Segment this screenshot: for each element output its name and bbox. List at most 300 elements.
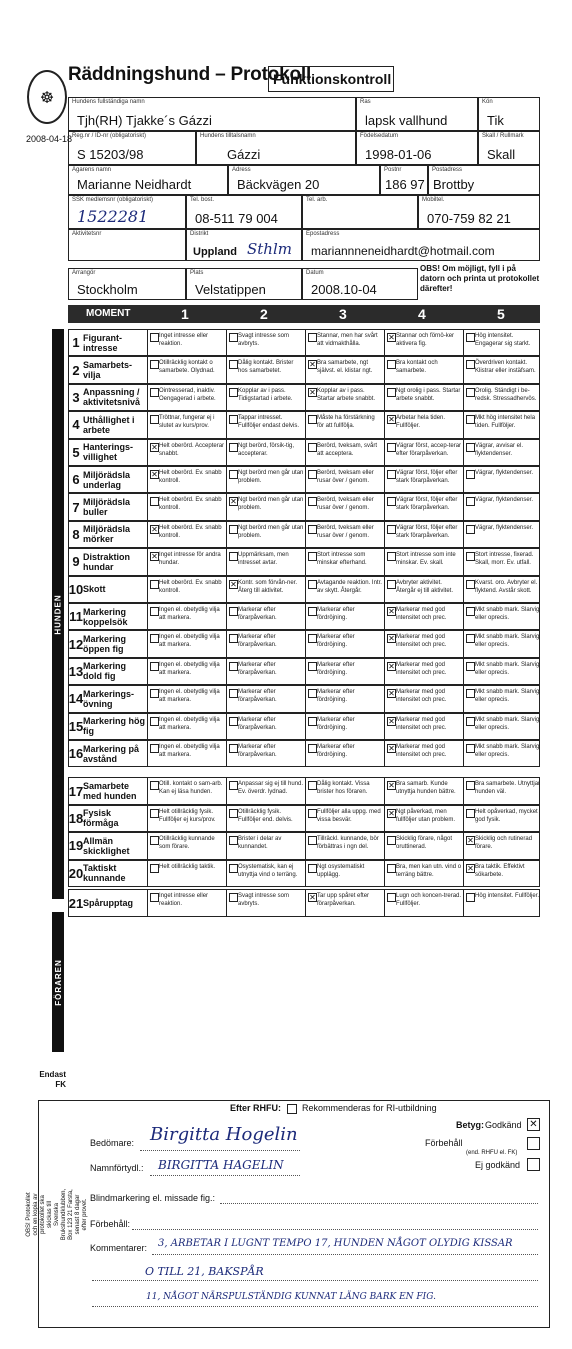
option-text: Uppmärksam, men intresset avtar. — [238, 552, 289, 567]
option-text: Markerar efter förarpåverkan. — [238, 607, 277, 621]
field-value: 186 97 — [385, 177, 425, 192]
option-text: Anpassar sig ej till hund. Ev. överdr. lydnad. — [238, 781, 304, 796]
option-text: Berörd, tveksam eller rusar över / genom. — [317, 524, 374, 539]
option-checkbox[interactable] — [308, 580, 317, 589]
option-checkbox[interactable] — [150, 634, 159, 643]
moment-option — [305, 714, 384, 739]
option-checkbox[interactable] — [229, 744, 238, 753]
option-checkbox[interactable] — [150, 580, 159, 589]
bedomare-line — [140, 1150, 300, 1151]
option-checkbox[interactable] — [229, 360, 238, 369]
option-text: Ngt berörd, försik-tig, accepterar. — [238, 442, 295, 457]
option-text: Ingen el. obetydlig vilja att markera. — [159, 689, 220, 704]
option-checkbox[interactable] — [466, 388, 475, 397]
option-checkbox[interactable] — [466, 552, 475, 561]
option-checkbox[interactable]: ✕ — [388, 634, 395, 644]
option-checkbox[interactable] — [229, 552, 238, 561]
moment-number: 14 — [68, 691, 84, 707]
option-checkbox[interactable] — [150, 717, 159, 726]
moment-option — [463, 714, 542, 739]
option-checkbox[interactable] — [466, 689, 475, 698]
option-checkbox[interactable] — [308, 836, 317, 845]
option-text: Kontr. som förvån-ner. Återg till aktivitet. — [238, 579, 298, 594]
option-checkbox[interactable]: ✕ — [151, 442, 158, 452]
field-label: Plats — [190, 270, 204, 276]
moment-option — [305, 494, 384, 519]
moment-option — [305, 385, 384, 410]
moment-option — [305, 890, 384, 916]
moment-option — [226, 440, 305, 465]
option-checkbox[interactable]: ✕ — [388, 716, 395, 726]
option-checkbox[interactable] — [466, 525, 475, 534]
option-checkbox[interactable] — [150, 689, 159, 698]
option-text: Bra samarbete. Utnyttjar hunden väl. — [475, 781, 541, 796]
handwritten-district: Sthlm — [247, 240, 292, 258]
option-checkbox[interactable] — [308, 443, 317, 452]
club-seal-icon: ☸ — [27, 70, 67, 124]
moment-row — [68, 384, 540, 411]
moment-name: Markering hög fig — [83, 716, 146, 737]
option-text: Vägrar först, accep-terar efter förarpåverkan. — [396, 442, 462, 457]
field-label: SSK medlemsnr (obligatoriskt) — [72, 197, 154, 203]
option-checkbox[interactable] — [387, 470, 396, 479]
field-value: Uppland — [193, 246, 237, 258]
option-text: Mkt snabb mark. Slarvig eller oprecis. — [475, 607, 540, 621]
moment-name: Miljörädsla underlag — [83, 469, 131, 490]
option-text: Ngt berörd men går utan problem. — [238, 497, 304, 512]
field-label: Arrangör — [72, 270, 96, 276]
option-text: Ngt påverkad, men fullföljer utan problem. — [396, 808, 456, 823]
field-kon[interactable] — [478, 97, 540, 131]
field-fodelsedatum[interactable] — [356, 131, 478, 165]
comment-line-2: O TILL 21, BAKSPÅR — [145, 1265, 264, 1278]
option-checkbox[interactable] — [150, 497, 159, 506]
option-text: Stort intresse, fixerad. Skall, morr. Ev. utfall. — [475, 552, 534, 567]
option-text: Markerar efter förarpåverkan. — [238, 634, 277, 649]
option-text: Vägrar, avvisar el. flyktendenser. — [475, 442, 524, 457]
option-checkbox[interactable] — [229, 415, 238, 424]
option-text: Ingen el. obetydlig vilja att markera. — [159, 744, 220, 758]
option-checkbox[interactable]: ✕ — [388, 808, 395, 818]
forbehall2-line — [132, 1229, 538, 1230]
moment-row — [68, 740, 540, 767]
option-checkbox[interactable] — [150, 893, 159, 902]
moment-option — [226, 833, 305, 858]
moment-option — [147, 549, 226, 574]
option-checkbox[interactable] — [229, 525, 238, 534]
option-checkbox[interactable] — [466, 717, 475, 726]
option-text: Skicklig förare, något oruttinerad. — [396, 836, 453, 851]
option-text: Måste ha förstärkning för att fullfölja. — [317, 415, 375, 430]
option-text: Arbetar hela tiden. Fullföljer. — [396, 415, 446, 430]
option-text: Avtagande reaktion. Intr. av skytt. Återgår. — [317, 579, 382, 594]
field-distrikt[interactable] — [186, 229, 302, 261]
option-checkbox[interactable] — [466, 893, 475, 902]
option-checkbox[interactable]: ✕ — [388, 415, 395, 425]
field-skall[interactable] — [478, 131, 540, 165]
option-checkbox[interactable] — [229, 333, 238, 342]
option-checkbox[interactable] — [308, 717, 317, 726]
moment-option — [384, 741, 463, 766]
moment-row — [68, 658, 540, 685]
moment-option — [226, 890, 305, 916]
field-arrangor[interactable] — [68, 268, 186, 300]
field-aktivitetsnr[interactable] — [68, 229, 186, 261]
kommentarer-label: Kommentarer: — [90, 1243, 148, 1253]
moment-option — [463, 778, 542, 803]
comment-rule — [92, 1280, 538, 1281]
field-label: Aktivitetsnr — [72, 231, 102, 237]
moment-option — [384, 833, 463, 858]
moment-option — [147, 330, 226, 355]
option-checkbox[interactable] — [387, 836, 396, 845]
moment-number: 5 — [72, 444, 80, 460]
field-datum[interactable] — [302, 268, 418, 300]
forbehall-checkbox[interactable] — [527, 1137, 540, 1150]
option-text: Tröttnar, fungerar ej i slutet av kurs/prov. — [159, 415, 215, 430]
moment-option — [305, 577, 384, 602]
field-regnr[interactable] — [68, 131, 196, 165]
option-checkbox[interactable] — [466, 333, 475, 342]
moment-number: 11 — [69, 609, 83, 625]
option-text: Ointresserad, inaktiv. Oengagerad i arbete. — [159, 387, 216, 402]
option-checkbox[interactable]: ✕ — [388, 661, 395, 671]
moment-number: 10 — [68, 581, 84, 597]
moment-option — [147, 522, 226, 547]
moment-number: 7 — [72, 499, 80, 515]
moment-option — [384, 806, 463, 831]
moment-option — [384, 604, 463, 629]
option-text: Vägrar först, följer efter stark förarpåverkan. — [396, 524, 458, 539]
moment-option — [147, 440, 226, 465]
option-checkbox[interactable] — [308, 781, 317, 790]
namnfortydl-value: BIRGITTA HAGELIN — [158, 1158, 284, 1172]
field-label: Skall / Rullmark — [482, 133, 524, 139]
moment-option — [226, 385, 305, 410]
moment-option — [147, 577, 226, 602]
field-value: 1522281 — [77, 207, 149, 226]
option-checkbox[interactable] — [308, 744, 317, 753]
option-text: Berörd, tveksam eller rusar över / genom. — [317, 470, 374, 484]
option-checkbox[interactable] — [466, 580, 475, 589]
option-checkbox[interactable]: ✕ — [388, 333, 395, 342]
option-checkbox[interactable] — [308, 333, 317, 342]
option-checkbox[interactable] — [150, 781, 159, 790]
moment-name: Skott — [83, 584, 106, 595]
option-checkbox[interactable]: ✕ — [388, 781, 395, 791]
option-text: Otillräcklig fysik. Fullföljer end. delvis. — [238, 808, 293, 823]
option-checkbox[interactable]: ✕ — [309, 893, 316, 902]
option-checkbox[interactable] — [150, 836, 159, 845]
field-label: Ras — [360, 99, 371, 105]
ej-godkand-label: Ej godkänd — [475, 1160, 521, 1170]
option-checkbox[interactable] — [308, 809, 317, 818]
option-text: Stannar, men har svårt att vidmakthålla. — [317, 333, 378, 347]
moment-label: MOMENT — [86, 308, 131, 319]
moment-option — [305, 330, 384, 355]
forbehall-note: (end. RHFU el. FK) — [466, 1150, 518, 1156]
option-text: Tar upp spåret efter förarpåverkan. — [317, 893, 370, 907]
moment-option — [305, 686, 384, 711]
option-checkbox[interactable] — [229, 781, 238, 790]
moment-name: Markering öppen fig — [83, 634, 127, 655]
option-checkbox[interactable] — [466, 781, 475, 790]
moment-number: 12 — [68, 636, 84, 652]
option-checkbox[interactable] — [229, 864, 238, 873]
option-checkbox[interactable] — [229, 809, 238, 818]
option-checkbox[interactable] — [150, 809, 159, 818]
option-checkbox[interactable] — [387, 552, 396, 561]
option-text: Ngt berörd men går utan problem. — [238, 524, 304, 539]
option-checkbox[interactable]: ✕ — [151, 552, 158, 562]
option-text: Bra, men kan utn. vind o terräng bättre. — [396, 863, 462, 878]
moment-option — [226, 522, 305, 547]
option-text: Mkt snabb mark. Slarvig eller oprecis. — [475, 744, 540, 758]
option-checkbox[interactable] — [229, 836, 238, 845]
option-checkbox[interactable] — [466, 607, 475, 616]
field-postadress[interactable] — [428, 165, 540, 195]
option-checkbox[interactable] — [308, 662, 317, 671]
moment-option — [463, 549, 542, 574]
option-checkbox[interactable]: ✕ — [309, 360, 316, 370]
moment-number: 4 — [72, 417, 80, 433]
moment-row — [68, 466, 540, 493]
option-checkbox[interactable] — [466, 744, 475, 753]
field-label: Adress — [232, 167, 251, 173]
moment-option — [147, 806, 226, 831]
moment-row — [68, 777, 540, 804]
option-text: Markerar med god intensitet och prec. — [396, 607, 447, 621]
field-tel-arbete[interactable] — [302, 195, 418, 229]
option-checkbox[interactable] — [150, 744, 159, 753]
option-text: Helt oberörd. Ev. snabb kontroll. — [159, 470, 222, 484]
option-checkbox[interactable] — [387, 525, 396, 534]
field-mobil[interactable] — [418, 195, 540, 229]
option-checkbox[interactable] — [308, 634, 317, 643]
field-tilltalsnamn[interactable] — [196, 131, 356, 165]
option-checkbox[interactable] — [229, 443, 238, 452]
field-ssk-medlemsnr[interactable] — [68, 195, 186, 229]
field-label: Epostadress — [306, 231, 340, 237]
option-checkbox[interactable] — [387, 360, 396, 369]
option-checkbox[interactable]: ✕ — [230, 579, 237, 589]
option-text: Helt otillräcklig fysik. Fullföljer ej kurs/prov. — [159, 808, 216, 823]
option-checkbox[interactable] — [308, 525, 317, 534]
option-checkbox[interactable] — [150, 864, 159, 873]
option-text: Vägrar, flyktendenser. — [475, 470, 534, 476]
moment-number: 19 — [68, 838, 84, 854]
option-checkbox[interactable] — [229, 717, 238, 726]
field-hund-namn[interactable] — [68, 97, 356, 131]
option-checkbox[interactable]: ✕ — [309, 387, 316, 397]
obs-vertical-note: OBS! Protokollet och en kopia av protokollet ska skickas till Svenska Brukshundklubben, Box 123 21 Farsta, senast 8 dagar efter provet. — [26, 1188, 89, 1240]
option-checkbox[interactable] — [387, 497, 396, 506]
moment-name: Taktiskt kunnande — [83, 863, 126, 884]
option-checkbox[interactable]: ✕ — [230, 497, 237, 507]
option-checkbox[interactable] — [229, 607, 238, 616]
option-text: Ngt berörd men går utan problem. — [238, 470, 304, 484]
option-checkbox[interactable] — [387, 893, 396, 902]
field-label: Hundens tilltalsnamn — [200, 133, 256, 139]
option-text: Markerar efter fördröjning. — [317, 744, 355, 758]
option-checkbox[interactable]: ✕ — [388, 744, 395, 753]
field-value: Bäckvägen 20 — [237, 177, 320, 192]
option-text: Osystematisk, kan ej utnyttja vind o terräng. — [238, 863, 298, 878]
option-text: Markerar med god intensitet och prec. — [396, 744, 447, 758]
option-checkbox[interactable] — [229, 470, 238, 479]
moment-option — [226, 631, 305, 656]
option-checkbox[interactable] — [229, 662, 238, 671]
moment-option — [226, 806, 305, 831]
option-checkbox[interactable] — [466, 415, 475, 424]
option-checkbox[interactable] — [466, 809, 475, 818]
option-checkbox[interactable] — [466, 497, 475, 506]
option-text: Orolig. Ständigt i be-redsk. Stressadhervös. — [475, 387, 537, 402]
moment-option — [147, 412, 226, 437]
moment-row — [68, 832, 540, 859]
option-text: Kopplar av i pass. Tidigstartad i arbete. — [238, 387, 293, 402]
option-text: Inget intresse för andra hundar. — [159, 552, 221, 567]
column-header: 3 — [339, 306, 347, 322]
option-checkbox[interactable]: ✕ — [151, 470, 158, 479]
option-text: Helt otillräcklig taktik. — [159, 863, 216, 870]
option-checkbox[interactable] — [150, 388, 159, 397]
field-plats[interactable] — [186, 268, 302, 300]
moment-row — [68, 713, 540, 740]
moment-row — [68, 603, 540, 630]
option-text: Bra kontakt och samarbete. — [396, 360, 438, 375]
option-text: Svagt intresse som avbryts. — [238, 893, 290, 907]
option-checkbox[interactable] — [150, 360, 159, 369]
option-text: Kvarst. oro. Avbryter el. flyktend. Avstår skott. — [475, 579, 538, 594]
option-checkbox[interactable] — [229, 634, 238, 643]
field-value: lapsk vallhund — [365, 113, 448, 128]
column-header: 1 — [181, 306, 189, 322]
option-checkbox[interactable] — [150, 607, 159, 616]
option-checkbox[interactable] — [308, 689, 317, 698]
forbehall-label: Förbehåll — [425, 1138, 463, 1148]
comment-rule — [92, 1306, 538, 1307]
moment-option — [226, 467, 305, 492]
field-postnr[interactable] — [380, 165, 428, 195]
option-checkbox[interactable] — [466, 360, 475, 369]
column-header: 5 — [497, 306, 505, 322]
option-text: Ingen el. obetydlig vilja att markera. — [159, 607, 220, 621]
moment-row — [68, 860, 540, 887]
moment-row — [68, 493, 540, 520]
moment-option — [305, 833, 384, 858]
field-tel-bostad[interactable] — [186, 195, 302, 229]
field-label: Ägarens namn — [72, 167, 112, 173]
option-checkbox[interactable]: ✕ — [151, 524, 158, 534]
blindmarkering-line — [220, 1203, 538, 1204]
option-checkbox[interactable] — [387, 864, 396, 873]
moment-name: Figurant-intresse — [83, 332, 122, 353]
moment-number: 20 — [68, 865, 84, 881]
option-checkbox[interactable] — [229, 689, 238, 698]
option-text: Markerar efter förarpåverkan. — [238, 689, 277, 704]
option-checkbox[interactable]: ✕ — [388, 607, 395, 616]
moment-option — [463, 440, 542, 465]
field-epost[interactable] — [302, 229, 540, 261]
bedomare-label: Bedömare: — [90, 1138, 135, 1148]
moment-number: 6 — [72, 472, 80, 488]
option-checkbox[interactable] — [308, 607, 317, 616]
option-checkbox[interactable] — [308, 497, 317, 506]
option-text: Bra samarb. Kunde utnyttja hunden bättre. — [396, 781, 456, 796]
option-checkbox[interactable] — [229, 388, 238, 397]
option-text: Skicklig och rutinerad förare. — [475, 836, 533, 851]
moment-option — [226, 861, 305, 886]
option-checkbox[interactable]: ✕ — [388, 689, 395, 699]
moment-option — [305, 549, 384, 574]
option-text: Inget intresse eller reaktion. — [159, 333, 209, 347]
option-text: Avbryter aktivitet. Återgår ej till aktivitet. — [396, 579, 454, 594]
option-checkbox[interactable]: ✕ — [467, 863, 474, 873]
option-text: Ingen el. obetydlig vilja att markera. — [159, 661, 220, 676]
option-checkbox[interactable] — [466, 662, 475, 671]
field-label: Postnr — [384, 167, 402, 173]
field-value: S 15203/98 — [77, 147, 144, 162]
option-text: Markerar med god intensitet och prec. — [396, 689, 447, 704]
moment-option — [384, 357, 463, 382]
option-text: Lugn och koncen-trerad. Fullföljer. — [396, 893, 462, 907]
option-text: Mkt snabb mark. Slarvig eller oprecis. — [475, 716, 540, 731]
option-checkbox[interactable] — [387, 443, 396, 452]
option-text: Hög intensitet. Engagerar sig starkt. — [475, 333, 531, 347]
option-checkbox[interactable] — [387, 580, 396, 589]
option-text: Bra taktik. Effektivt sökarbete. — [475, 863, 525, 878]
godkand-label: Godkänd — [485, 1120, 522, 1130]
option-checkbox[interactable] — [466, 634, 475, 643]
option-checkbox[interactable]: ✕ — [467, 836, 474, 846]
option-checkbox[interactable] — [308, 864, 317, 873]
comment-line-3: 11, NÅGOT NÄRSPULSTÄNDIG KUNNAT LÄNG BARK EN FIG. — [146, 1292, 436, 1302]
option-checkbox[interactable] — [466, 470, 475, 479]
field-label: Kön — [482, 99, 493, 105]
option-checkbox[interactable] — [466, 443, 475, 452]
option-checkbox[interactable] — [150, 662, 159, 671]
option-checkbox[interactable] — [308, 552, 317, 561]
moment-option — [305, 806, 384, 831]
section-hunden: HUNDEN — [52, 329, 64, 899]
option-checkbox[interactable] — [229, 893, 238, 902]
godkand-checkbox[interactable]: ✕ — [527, 1118, 540, 1131]
field-agare[interactable] — [68, 165, 228, 195]
field-ras[interactable] — [356, 97, 478, 131]
option-text: Markerar med god intensitet och prec. — [396, 716, 447, 731]
moment-option — [384, 890, 463, 916]
option-checkbox[interactable] — [150, 333, 159, 342]
option-checkbox[interactable] — [308, 415, 317, 424]
option-checkbox[interactable] — [308, 470, 317, 479]
field-value: Stockholm — [77, 282, 138, 297]
moment-option — [305, 604, 384, 629]
option-text: Vägrar, flyktendenser. — [475, 497, 534, 504]
moment-row — [68, 411, 540, 438]
field-adress[interactable] — [228, 165, 380, 195]
option-text: Helt oberörd. Ev. snabb kontroll. — [159, 524, 222, 539]
moment-name: Anpassning / aktivitetsnivå — [83, 387, 141, 408]
moment-option — [226, 659, 305, 684]
ej-godkand-checkbox[interactable] — [527, 1158, 540, 1171]
option-text: Stannar och förnö-ker aktivera fig. — [396, 333, 455, 347]
option-checkbox[interactable] — [150, 415, 159, 424]
option-checkbox[interactable] — [387, 388, 396, 397]
moment-option — [226, 549, 305, 574]
moment-option — [305, 412, 384, 437]
moment-option — [226, 778, 305, 803]
